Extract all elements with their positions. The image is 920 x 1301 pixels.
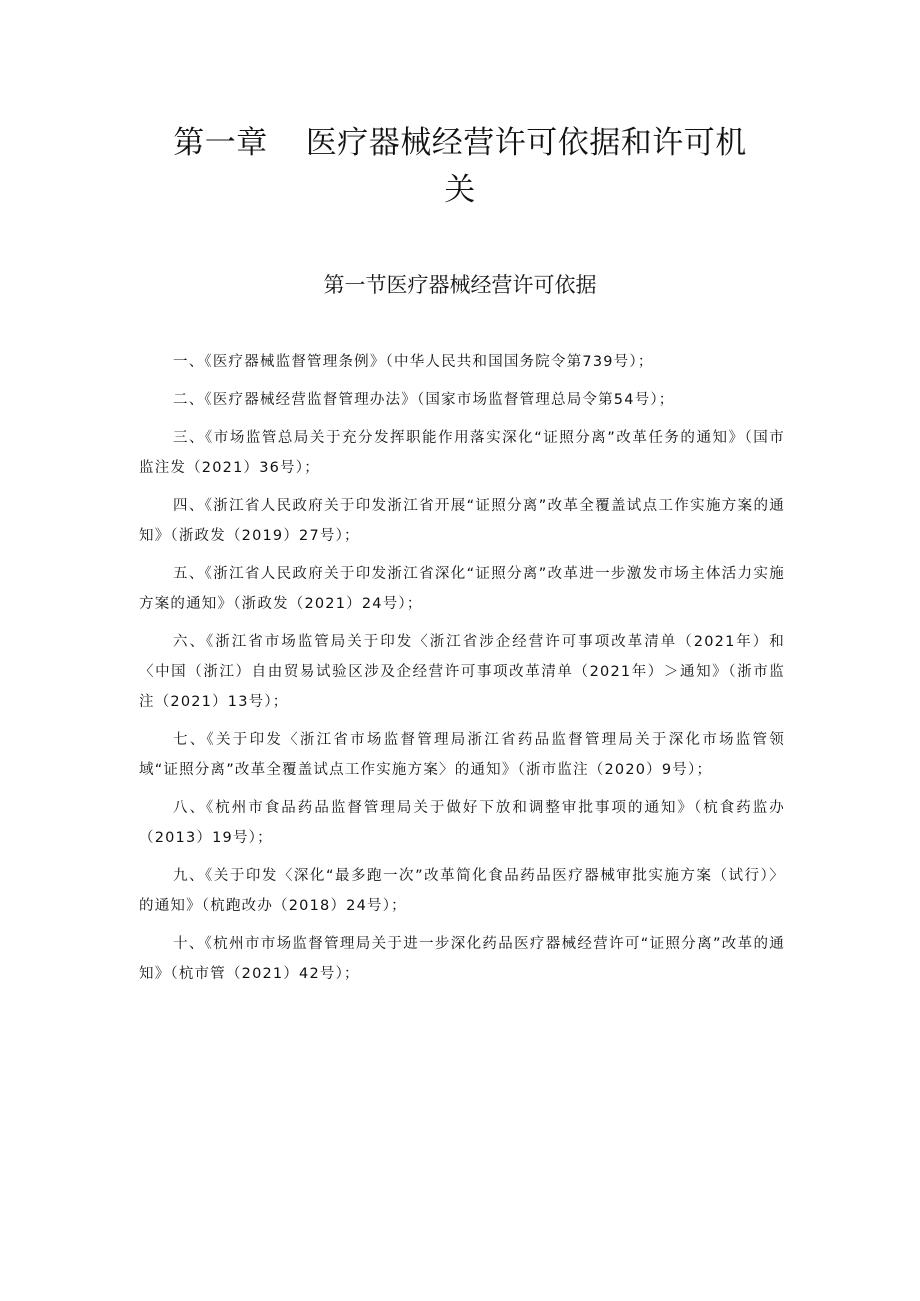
- list-item: 十、《杭州市市场监督管理局关于进一步深化药品医疗器械经营许可“证照分离”改革的通知》（杭市管（2021）42号）；: [139, 936, 785, 982]
- chapter-title: [0, 120, 920, 214]
- chapter-title-line-2: 关: [444, 172, 476, 208]
- legal-basis-list: [139, 347, 785, 997]
- list-item: 四、《浙江省人民政府关于印发浙江省开展“证照分离”改革全覆盖试点工作实施方案的通知》（浙政发（2019）27号）；: [139, 498, 785, 544]
- section-title: 第一节医疗器械经营许可依据: [323, 273, 597, 297]
- chapter-number: 第一章: [173, 125, 268, 161]
- list-item: 三、《市场监管总局关于充分发挥职能作用落实深化“证照分离”改革任务的通知》（国市监注发（2021）36号）；: [139, 430, 785, 476]
- chapter-title-line-1: [0, 120, 920, 167]
- list-item: 一、《医疗器械监督管理条例》（中华人民共和国国务院令第739号）；: [173, 354, 654, 370]
- list-item: 五、《浙江省人民政府关于印发浙江省深化“证照分离”改革进一步激发市场主体活力实施方案的通知》（浙政发（2021）24号）；: [139, 566, 785, 612]
- list-item: 七、《关于印发〈浙江省市场监督管理局浙江省药品监督管理局关于深化市场监管领域“证照分离”改革全覆盖试点工作实施方案〉的通知》（浙市监注（2020）9号）；: [139, 732, 785, 778]
- chapter-title-text: 医疗器械经营许可依据和许可机: [305, 125, 747, 161]
- list-item: 六、《浙江省市场监管局关于印发〈浙江省涉企经营许可事项改革清单（2021年）和〈中国（浙江）自由贸易试验区涉及企经营许可事项改革清单（2021年）＞通知》（浙市监注（2021）13号）；: [139, 634, 785, 710]
- list-item: 九、《关于印发〈深化“最多跑一次”改革简化食品药品医疗器械审批实施方案（试行）〉的通知》（杭跑改办（2018）24号）；: [139, 868, 785, 914]
- list-item: 八、《杭州市食品药品监督管理局关于做好下放和调整审批事项的通知》（杭食药监办（2013）19号）；: [139, 800, 785, 846]
- list-item: 二、《医疗器械经营监督管理办法》（国家市场监督管理总局令第54号）；: [173, 392, 675, 408]
